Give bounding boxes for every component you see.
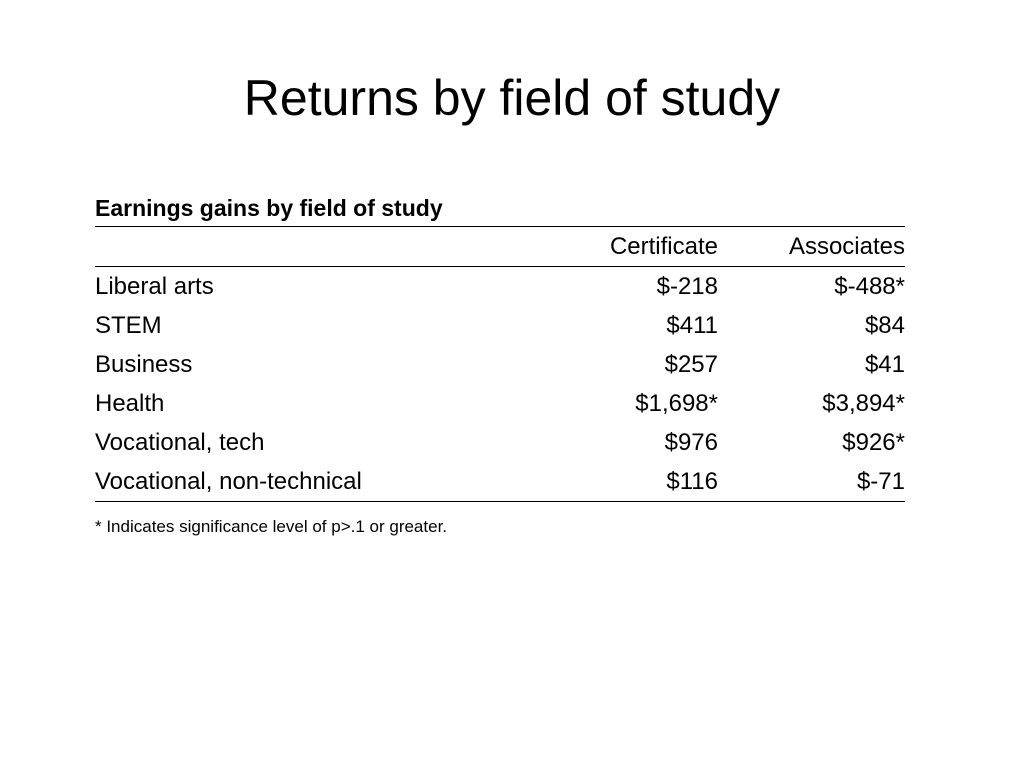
row-certificate: $116 bbox=[565, 462, 718, 502]
slide-title: Returns by field of study bbox=[243, 70, 781, 126]
row-associates: $-71 bbox=[718, 462, 905, 502]
table-row bbox=[95, 267, 905, 307]
row-associates: $926* bbox=[842, 428, 905, 456]
row-field: Business bbox=[95, 350, 193, 378]
row-field: Liberal arts bbox=[95, 272, 214, 300]
table-caption: Earnings gains by field of study bbox=[95, 190, 905, 227]
row-certificate: $411 bbox=[666, 311, 718, 339]
row-associates: $-488* bbox=[834, 272, 905, 300]
table-row bbox=[95, 345, 905, 384]
table-row bbox=[95, 423, 905, 462]
table-row bbox=[95, 384, 905, 423]
row-associates: $3,894* bbox=[822, 389, 905, 417]
row-certificate: $-218 bbox=[656, 272, 718, 300]
row-field: Health bbox=[95, 389, 165, 417]
row-associates: $41 bbox=[864, 350, 905, 378]
earnings-table bbox=[95, 227, 905, 502]
row-field: Vocational, tech bbox=[95, 428, 265, 456]
row-certificate: $1,698* bbox=[635, 389, 718, 417]
earnings-table-container bbox=[95, 190, 905, 540]
header-certificate: Certificate bbox=[565, 227, 718, 267]
row-associates: $84 bbox=[864, 311, 905, 339]
table-footnote: * Indicates significance level of p>.1 or greater. bbox=[95, 517, 448, 536]
table-row bbox=[95, 462, 905, 502]
table-header-row bbox=[95, 227, 905, 267]
header-field bbox=[95, 227, 565, 267]
header-associates: Associates bbox=[718, 227, 905, 267]
row-field: STEM bbox=[95, 311, 162, 339]
row-certificate: $257 bbox=[664, 350, 718, 378]
table-row bbox=[95, 306, 905, 345]
row-field: Vocational, non-technical bbox=[95, 462, 565, 502]
row-certificate: $976 bbox=[664, 428, 718, 456]
